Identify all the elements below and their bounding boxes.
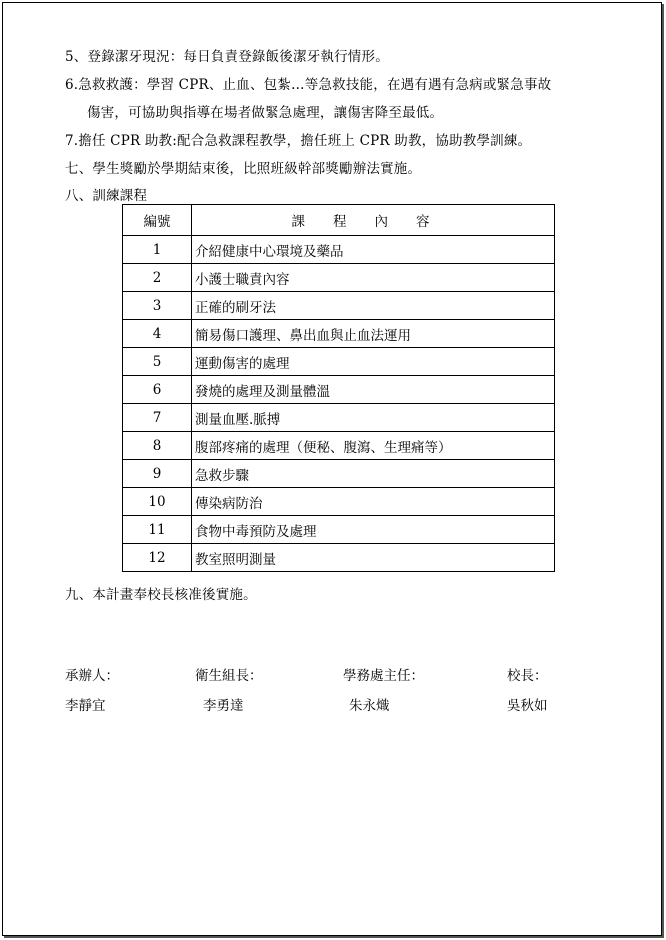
row-content: 傳染病防治 xyxy=(192,488,555,516)
table-row xyxy=(123,292,555,320)
row-content: 介紹健康中心環境及藥品 xyxy=(192,236,555,264)
row-content: 運動傷害的處理 xyxy=(192,348,555,376)
table-row xyxy=(123,236,555,264)
table-row xyxy=(123,544,555,572)
table-row xyxy=(123,404,555,432)
row-number: 6 xyxy=(123,376,192,404)
training-course-table xyxy=(122,204,555,572)
row-number: 12 xyxy=(123,544,192,572)
row-number: 9 xyxy=(123,460,192,488)
table-row xyxy=(123,264,555,292)
row-content: 簡易傷口護理、鼻出血與止血法運用 xyxy=(192,320,555,348)
table-header-row xyxy=(123,205,555,236)
signature-name-principal: 吳秋如 xyxy=(507,698,548,714)
row-content: 發燒的處理及測量體溫 xyxy=(192,376,555,404)
rule-6-continuation: 傷害，可協助與指導在場者做緊急處理，讓傷害降至最低。 xyxy=(87,105,444,121)
section-7-line: 七、學生獎勵於學期結束後，比照班級幹部獎勵辦法實施。 xyxy=(65,161,422,177)
table-row xyxy=(123,376,555,404)
row-number: 4 xyxy=(123,320,192,348)
signature-title-organizer: 承辦人： xyxy=(65,668,119,684)
row-number: 2 xyxy=(123,264,192,292)
signature-title-principal: 校長： xyxy=(507,668,548,684)
signature-name-health-chief: 李勇達 xyxy=(203,698,244,714)
table-row xyxy=(123,488,555,516)
signature-name-organizer: 李靜宜 xyxy=(65,698,106,714)
row-content: 正確的刷牙法 xyxy=(192,292,555,320)
row-number: 10 xyxy=(123,488,192,516)
table-row xyxy=(123,460,555,488)
row-number: 11 xyxy=(123,516,192,544)
row-content: 教室照明測量 xyxy=(192,544,555,572)
row-content: 小護士職責內容 xyxy=(192,264,555,292)
table-row xyxy=(123,320,555,348)
document-page xyxy=(2,2,662,936)
row-number: 3 xyxy=(123,292,192,320)
row-content: 腹部疼痛的處理（便秘、腹瀉、生理痛等） xyxy=(192,432,555,460)
signature-name-student-affairs-director: 朱永熾 xyxy=(349,698,390,714)
row-number: 8 xyxy=(123,432,192,460)
row-content: 測量血壓.脈搏 xyxy=(192,404,555,432)
table-row xyxy=(123,516,555,544)
section-8-heading: 八、訓練課程 xyxy=(65,188,148,204)
header-number: 編號 xyxy=(123,205,192,236)
table-row xyxy=(123,432,555,460)
section-9-line: 九、本計畫奉校長核准後實施。 xyxy=(65,587,257,603)
header-content: 課程內容 xyxy=(192,205,555,236)
row-content: 食物中毒預防及處理 xyxy=(192,516,555,544)
signature-title-student-affairs-director: 學務處主任： xyxy=(343,668,424,684)
rule-6-line: 6.急救救護：學習 CPR、止血、包紮…等急救技能，在遇有遇有急病或緊急事故 xyxy=(65,77,552,93)
row-number: 5 xyxy=(123,348,192,376)
row-content: 急救步驟 xyxy=(192,460,555,488)
rule-5-line: 5、登錄潔牙現況：每日負責登錄飯後潔牙執行情形。 xyxy=(65,49,389,65)
rule-7-line: 7.擔任 CPR 助教:配合急救課程教學，擔任班上 CPR 助教，協助教學訓練。 xyxy=(65,133,532,149)
table-row xyxy=(123,348,555,376)
signature-title-health-chief: 衛生組長： xyxy=(195,668,263,684)
row-number: 1 xyxy=(123,236,192,264)
row-number: 7 xyxy=(123,404,192,432)
